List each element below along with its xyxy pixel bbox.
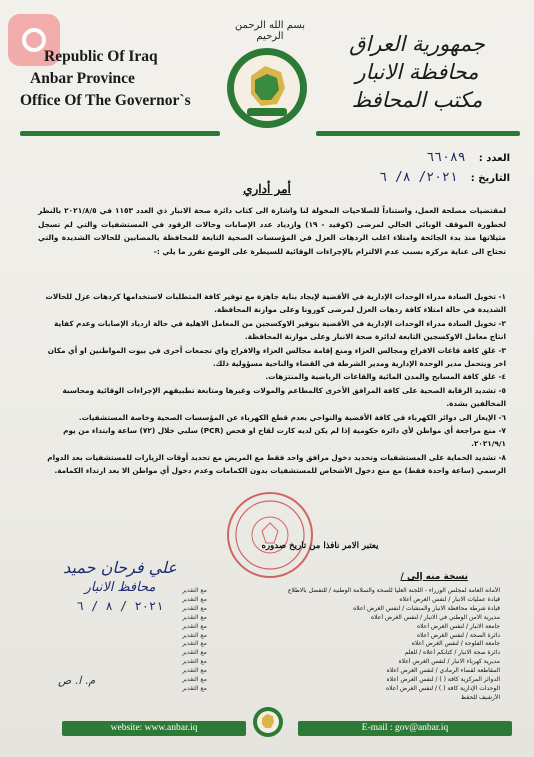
arabic-province-name: محافظة الانبار — [355, 60, 479, 84]
decision-item: ٦- الإيعاز الى دوائر الكهرباء في كافة الأقضية والنواحي بعدم قطع الكهرباء عن المؤسسات الصحية وخاصة المستشفيات. — [78, 412, 506, 422]
decision-item: ١- تخويل السادة مدراء الوحدات الإدارية في الأقضية لإيجاد بناية جاهزة مع توفير كافة المتطلبات لاستخدامها كردهات عزل للحالات الشديدة في حالة امتلاء كافة ردهات العزل لمرضى كورونا وعلى موازنة المحافظة. — [45, 292, 506, 315]
footer-email: E-mail : gov@anbar.iq — [298, 721, 512, 736]
decision-item: ٨- تشديد الحماية على المستشفيات وتحديد دخول مرافق واحد فقط مع المريض مع تحديد أوقات الزيارات للمستشفيات بعد الدوام الرسمي (ساعة واحدة فقط) مع منع دخول الأشخاص للمستشفيات بدون الكمامات وعدم دخول أي مواطن الا بعد ارتداء الكمامة. — [47, 452, 506, 476]
decision-item: ٤- غلق كافة المسابح والمدن المائية والقاعات الرياضية والمنتزهات. — [265, 372, 506, 382]
intro-paragraph — [38, 204, 506, 258]
number-value: ٦٦٠٨٩ — [426, 150, 466, 165]
header-rule-right — [316, 131, 520, 136]
decision-item: ٣- غلق كافة قاعات الافراح ومجالس العزاء ومنع إقامة مجالس العزاء والافراح واي تجمعات أخرى في بيوت المواطنين او أي مكان اخر ويتحمل مدير الوحدة الإدارية ومدير الشرطة في القضاء والناحية مسؤولية ذلك. — [47, 345, 506, 369]
document-title: أمر أداري — [243, 182, 291, 196]
typist-initials: م. ا. ص — [58, 674, 96, 687]
decision-item: ٧- منع مراجعة أي مواطن لأي دائرة حكومية إذا لم يكن لديه كارت لقاح او فحص (PCR) سلبي خلال (٧٢) ساعة وابتداء من يوم ٢٠٢١/٩/١. — [63, 426, 506, 449]
arabic-country-name: جمهورية العراق — [349, 32, 485, 56]
intro-text: لمقتضيات مصلحة العمل، واستناداً للصلاحيات المخولة لنا واشارة الى كتاب دائرة صحة الانبار ذي العدد ١١٥٣ في ٢٠٢١/٨/٥ بالنظر لخطورة الموقف الوبائي الحالي لمرضى (كوفيد - ١٩) وازدياد عدد الإصابات وحالات الرقود في المستشفيات والتي لم تسجل مثيلاتها منذ بدء الجائحة وامتلاء اغلب الردهات العزل في المؤسسات الصحية التابعة للمحافظة بالمصابين للحالات الشديدة والتي تحتاج الى عناية مركزه بسبب عدم الالتزام بالإجراءات الوقائية للسيطرة على الوضع تقرر ما يلي :- — [38, 206, 507, 256]
office-name: Office Of The Governor`s — [20, 92, 191, 109]
country-name: Republic Of Iraq — [44, 48, 158, 65]
decision-items — [38, 290, 506, 478]
date-value: ٢٠٢١/ ٨/ ٦ — [379, 170, 458, 185]
list-item: الأمانة العامة لمجلس الوزراء - اللجنة العليا للصحة والسلامة الوطنية / للتفضل بالاطلاع مع التقدير — [182, 587, 500, 594]
footer-website: website: www.anbar.iq — [62, 721, 246, 736]
header-rule-left — [20, 131, 220, 136]
list-item: قيادة عمليات الانبار / لنفس الغرض أعلاه مع التقدير — [182, 595, 500, 603]
governor-signature — [40, 557, 200, 613]
decision-item: ٢- تخويل السادة مدراء الوحدات الإدارية في الأقضية بتوفير الاوكسجين من المعامل الاهلية في حالة ازدياد الإصابات وعدم كفاية انتاج معامل الاوكسجين التابعة لدائرة صحة الانبار وعلى موازنة المحافظة. — [54, 318, 506, 342]
list-item: مديرية كهرباء الانبار / لنفس الغرض أعلاه مع التقدير — [182, 658, 500, 666]
document-number — [426, 150, 510, 165]
arabic-letterhead — [322, 30, 512, 114]
list-item: الأرشيف للحفظ — [460, 693, 500, 701]
signer-role: محافظ الانبار — [84, 580, 156, 595]
footer-seal-icon — [252, 706, 284, 738]
list-item: الوحدات الإدارية كافة ( ) / لنفس الغرض أعلاه مع التقدير — [182, 684, 500, 692]
number-label: العدد : — [478, 153, 510, 164]
decision-item: ٥- تشديد الرقابة الصحية على كافة المرافق الأخرى كالمطاعم والمولات وغيرها ومتابعة تطبيقهم الإجراءات الوقائية ومحاسبة المخالفين بشدة. — [62, 385, 506, 409]
signer-name: علي فرحان حميد — [63, 558, 177, 577]
basmala-calligraphy: بسم الله الرحمن الرحيم — [234, 20, 306, 42]
list-item: المقاطعة لقضاء الرمادي / لنفس الغرض أعلاه مع التقدير — [182, 667, 500, 675]
list-item: جامعة الفلوجة / لنفس الغرض أعلاه مع التقدير — [182, 640, 500, 648]
copies-heading: نسخة منه إلى / — [400, 572, 468, 582]
list-item: جامعة الانبار / لنفس الغرض أعلاه مع التقدير — [182, 622, 500, 630]
signature-date: ٢٠٢١ / ٨ / ٦ — [76, 599, 164, 613]
list-item: دائرة الصحة / لنفس الغرض أعلاه مع التقدير — [182, 631, 500, 639]
date-label: التاريخ : — [470, 173, 510, 184]
list-item: مديرية الامن الوطني في الانبار / لنفس الغرض أعلاه مع التقدير — [182, 613, 500, 621]
official-stamp-icon — [224, 489, 316, 581]
english-letterhead — [20, 46, 220, 112]
province-name: Anbar Province — [30, 70, 135, 87]
closing-statement: يعتبر الامر نافذا من تاريخ صدوره — [261, 541, 379, 551]
arabic-office-name: مكتب المحافظ — [351, 88, 483, 112]
list-item: الدوائر المركزية كافة ( ) / لنفس الغرض أعلاه مع التقدير — [182, 676, 500, 684]
province-seal-icon — [225, 46, 309, 130]
list-item: دائرة صحة الانبار / كتابكم أعلاه / للعلم مع التقدير — [182, 649, 500, 657]
list-item: قيادة شرطة محافظة الانبار والمنشآت / لنفس الغرض أعلاه مع التقدير — [182, 604, 500, 612]
copies-list — [182, 587, 500, 703]
